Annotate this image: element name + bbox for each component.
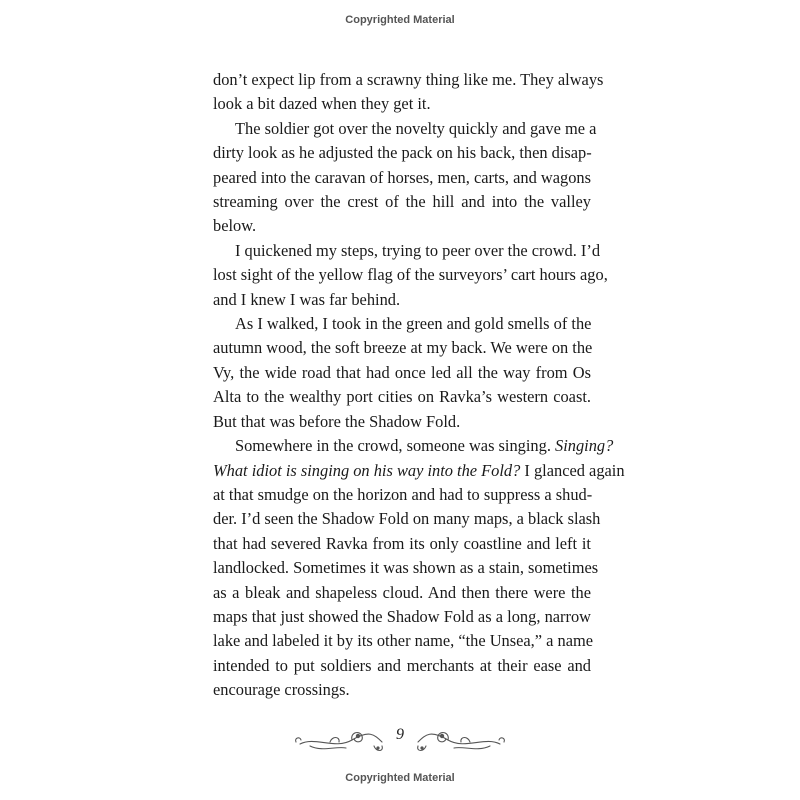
text-line: autumn wood, the soft breeze at my back. We were on the xyxy=(213,338,593,358)
text-line: don’t expect lip from a scrawny thing like me. They always xyxy=(213,70,604,89)
body-text xyxy=(213,68,625,703)
text-line: maps that just showed the Shadow Fold as a long, narrow xyxy=(213,606,591,626)
text-line: look a bit dazed when they get it. xyxy=(213,94,431,114)
text-line xyxy=(213,459,625,483)
text-line: As I walked, I took in the green and gold smells of the xyxy=(235,314,592,334)
text-line xyxy=(213,434,614,458)
text-line: and I knew I was far behind. xyxy=(213,289,401,309)
copyright-footer: Copyrighted Material xyxy=(345,772,455,784)
text-line: peared into the caravan of horses, men, carts, and wagons xyxy=(213,167,591,187)
text-segment: I glanced again xyxy=(520,460,625,480)
text-line: landlocked. Sometimes it was shown as a stain, sometimes xyxy=(213,558,599,578)
text-line: at that smudge on the horizon and had to suppress a shud- xyxy=(213,484,593,504)
text-line: Alta to the wealthy port cities on Ravka’s western coast. xyxy=(213,387,591,407)
text-line: The soldier got over the novelty quickly and gave me a xyxy=(235,118,597,138)
text-line: streaming over the crest of the hill and into the valley xyxy=(213,192,591,212)
italic-text: What idiot is singing on his way into the Fold? xyxy=(213,460,521,480)
text-line: der. I’d seen the Shadow Fold on many maps, a black slash xyxy=(213,509,601,529)
page-number: 9 xyxy=(396,726,404,743)
text-line: that had severed Ravka from its only coastline and left it xyxy=(213,533,591,553)
text-line: lost sight of the yellow flag of the surveyors’ cart hours ago, xyxy=(213,265,608,285)
text-line: intended to put soldiers and merchants at their ease and xyxy=(213,655,591,675)
text-line: But that was before the Shadow Fold. xyxy=(213,411,461,431)
italic-text: Singing? xyxy=(555,436,614,456)
text-line: below. xyxy=(213,216,257,236)
text-line: as a bleak and shapeless cloud. And then there were the xyxy=(213,582,591,602)
copyright-header: Copyrighted Material xyxy=(345,14,455,26)
text-line: I quickened my steps, trying to peer over the crowd. I’d xyxy=(235,240,601,260)
text-line: encourage crossings. xyxy=(213,680,350,700)
text-segment: Somewhere in the crowd, someone was singing. xyxy=(235,436,556,456)
text-line: dirty look as he adjusted the pack on his back, then disap- xyxy=(213,143,592,163)
text-line: lake and labeled it by its other name, “the Unsea,” a name xyxy=(213,631,594,651)
text-line: Vy, the wide road that had once led all the way from Os xyxy=(213,362,591,382)
